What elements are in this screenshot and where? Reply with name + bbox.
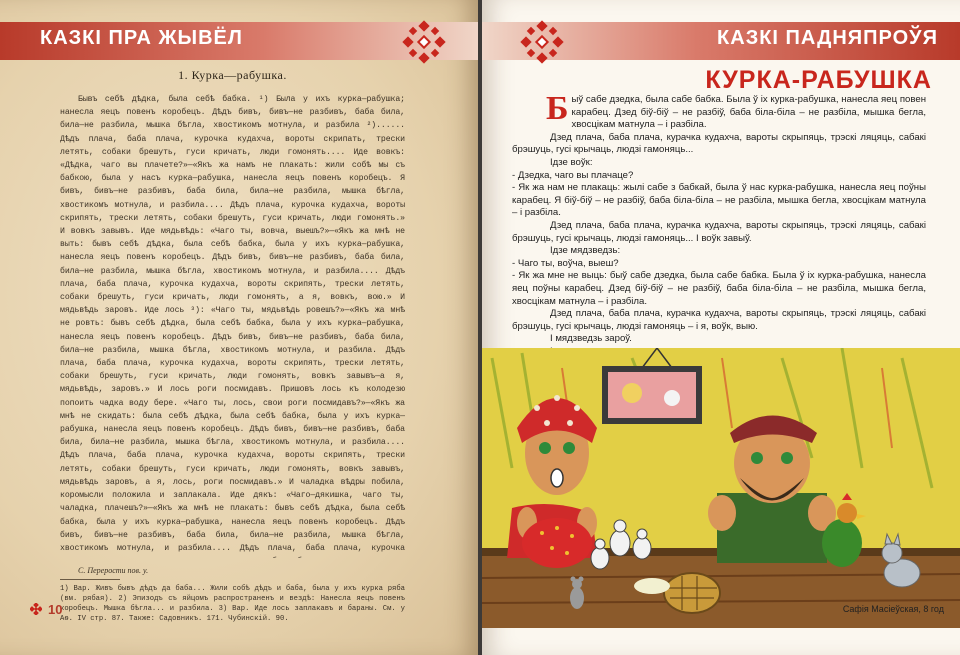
tale-paragraph: Дзед плача, баба плача, курачка кудахча, вароты скрыпяць, трэскі ляцяць, сабакі брэшуць, гусі крычаць, людзі гамоняць – і я, воўк, выю.: [512, 308, 926, 332]
tale-paragraph: - Як жа нам не плакаць: жылі сабе з бабкай, была ў нас курка-рабушка, нанесла яец поўны карабец. Я біў-біў – не разбіў, баба біла-біла – не разбіла, мышка бегла, хвосцікам матнула – і разбіла.: [512, 182, 926, 219]
tale-paragraph: - Як жа мне не выць: быў сабе дзедка, была сабе бабка. Была ў іх курка-рабушка, нанесла яец поўны карабец. Дзед біў-біў – не разбіў, баба біла-біла – не разбіла, мышка бегла, хвосцікам матнула – і разбіла.: [512, 270, 926, 307]
illustration-caption: Сафія Масіеўская, 8 год: [842, 604, 944, 614]
old-source-note: С. Перерости пов. у.: [78, 566, 149, 575]
footnote-divider: [60, 579, 120, 580]
left-page-number: [30, 600, 62, 618]
tale-paragraph: Дзед плача, баба плача, курачка кудахча, вароты скрыпяць, трэскі ляцяць, сабакі брэшуць, гусі крычаць, людзі гамоняць...: [512, 131, 926, 156]
tale-title: КУРКА-РАБУШКА: [705, 66, 932, 94]
page-number-ornament-icon: [30, 603, 42, 615]
right-header-title: КАЗКІ ПАДНЯПРОЎЯ: [717, 27, 938, 49]
tale-paragraph: ыў сабе дзедка, была сабе бабка. Была ў іх курка-рабушка, нанесла яец повен карабец. Дзед біў-біў – не разбіў, баба біла-біла – не разбіла, мышка бегла, хвосцікам матнула – і разбіла.: [571, 94, 926, 131]
tale-text: [512, 90, 926, 358]
right-page: [482, 0, 960, 655]
tale-paragraph: І мядзведзь зароў.: [550, 333, 632, 345]
tale-paragraph: Дзед плача, баба плача, курачка кудахча, вароты скрыпяць, трэскі ляцяць, сабакі брэшуць, гусі крычаць, людзі гамоняць... І воўк завыў.: [512, 219, 926, 244]
child-drawing-illustration: [482, 348, 960, 628]
tale-paragraph: Ідзе воўк:: [550, 156, 593, 168]
left-page: [0, 0, 478, 655]
tale-paragraph: Ідзе мядзведзь:: [550, 245, 621, 257]
old-text-area: [60, 68, 405, 624]
old-tale-body: Бывъ себѣ дѣдка, была себѣ бабка. ¹) Была у ихъ курка—рабушка; нанесла яецъ повенъ коробецъ. Дѣдъ бивъ, бивъ—не разбивъ, баба била, била—не разбила, мышка бѣгла, хвостикомъ мотнула, и разбила ²)...... Дѣдъ плача, баба плача, курочка кудахча, вороты скрипать, трески летять, собаки брешуть, гуси кричать, люди гомонять.... Иде вовкъ: «Дѣдка, чаго вы плачете?»—«Якъ жа намъ не плакать: жили собѣ мы съ бабкою, была у насъ курка—рабушка, нанесла яецъ повенъ коробецъ. Я бивъ, бивъ—не разбивъ, баба била, била—не разбила, мышка бѣгла, хвостикомъ мотнула, и разбила.... Дѣдъ плача, курочка кудахча, вороты скрипять, трески летять, собаки брешуть, гуси кричать, люди гомонять.» И вовкъ завывъ. Иде мядьвѣдь: «Чаго ты, вовча, выешъ?»—«Якъ жа мнѣ не выть: бывъ себѣ дѣдка, была себѣ бабка, была у ихъ курка—рабушка, нанесла яецъ повенъ коробецъ. Дѣдъ бивъ, бивъ—не разбивъ, баба била, била—не разбила, мышка бѣгла, хвостикомъ мотнула, и разбила.... Дѣдъ плача, баба плача, курочка кудахча, вороты скрипять, трески летять, собаки брешуть, гуси кричать, люди гомонять, а я, вовкъ, вою.» И мядьвѣдь заровъ. Иде лось ³): «Чаго ты, мядьвѣдь ровешъ?»—«Якъ жа мнѣ не ровть: бывъ себѣ дѣдка, была себѣ бабка, была у ихъ курка—рабушка, нанесла яецъ повенъ коробецъ. Дѣдъ бивъ, бивъ—не разбивъ, баба била, била—не разбила, мышка бѣгла, хвостикомъ мотнула, и разбила. Дѣдъ плача, баба плача, курочка кудахча, вороты скрипять, трески летять, собаки брешуть, гуси кричать, люди гомонять, вовкъ завывъ—а я, мядьвѣдь, заровъ.» И лось роги посмидавъ. Пришовъ лось къ колодезю попоить чадка воду бере. «Чаго ты, лось, свои роги посмидавъ?»—«Якъ жа мнѣ не скидать: была себѣ дѣдка, была себѣ бабка, была у ихъ курка—рабушка, нанесла яецъ повенъ коробецъ. Дѣдъ бивъ, бивъ—не разбивъ, баба била, била—не разбила, мышка бѣгла, хвостикомъ мотнула, и разбила.... Дѣдъ плача, баба плача, курочка кудахча, вороты скрипять, трески летять, собаки брешуть, гуси кричать, люди гомонять, вовкъ завывъ, мядьвѣдь заровъ, а я, лось, роги посмидавъ.» И чаладка вѣдры побила, коромысли положила и заплакала. Иде дякъ: «Чаго—дякишка, чаго ты, чаладка, плачешъ?»—«Якъ жа мнѣ не плакать: бывъ себѣ дѣдка, была себѣ бабка, была у ихъ курка—рабушка, нанесла яецъ повенъ коробецъ. Дѣдъ бивъ, бивъ—не разбивъ, баба била, била—не разбила, мышка бѣгла, хвостикомъ мотнула, и разбила.... Дѣдъ плача, баба плача, курочка: [60, 95, 405, 553]
tale-paragraph: - Дзедка, чаго вы плачаце?: [512, 169, 634, 181]
left-header-title: КАЗКІ ПРА ЖЫВЁЛ: [40, 27, 243, 49]
old-tale-heading: 1. Курка—рабушка.: [178, 68, 287, 82]
page-number-text: 10: [48, 601, 63, 617]
old-footnote: 1) Вар. Живъ бывъ дѣдъ да баба... Жили собѣ дѣдъ и баба, была у ихъ курка ряба (вм. рябая). 2) Эпизодъ съ яйцомъ распространенъ и вездѣ: Нанесла яецъ повенъ коробецъ. Мышка бѣгла... и разбила. 3) Вар. Иде лось заплакавъ и бараны. См. у Аѳ. IV стр. 87. Также: Садовникъ. 171. Чубинскій. 90.: [60, 585, 405, 623]
folk-ornament-icon: [400, 18, 448, 66]
folk-ornament-icon: [518, 18, 566, 66]
tale-paragraph: - Чаго ты, воўча, выеш?: [512, 257, 619, 269]
drop-cap: Б: [546, 90, 569, 127]
